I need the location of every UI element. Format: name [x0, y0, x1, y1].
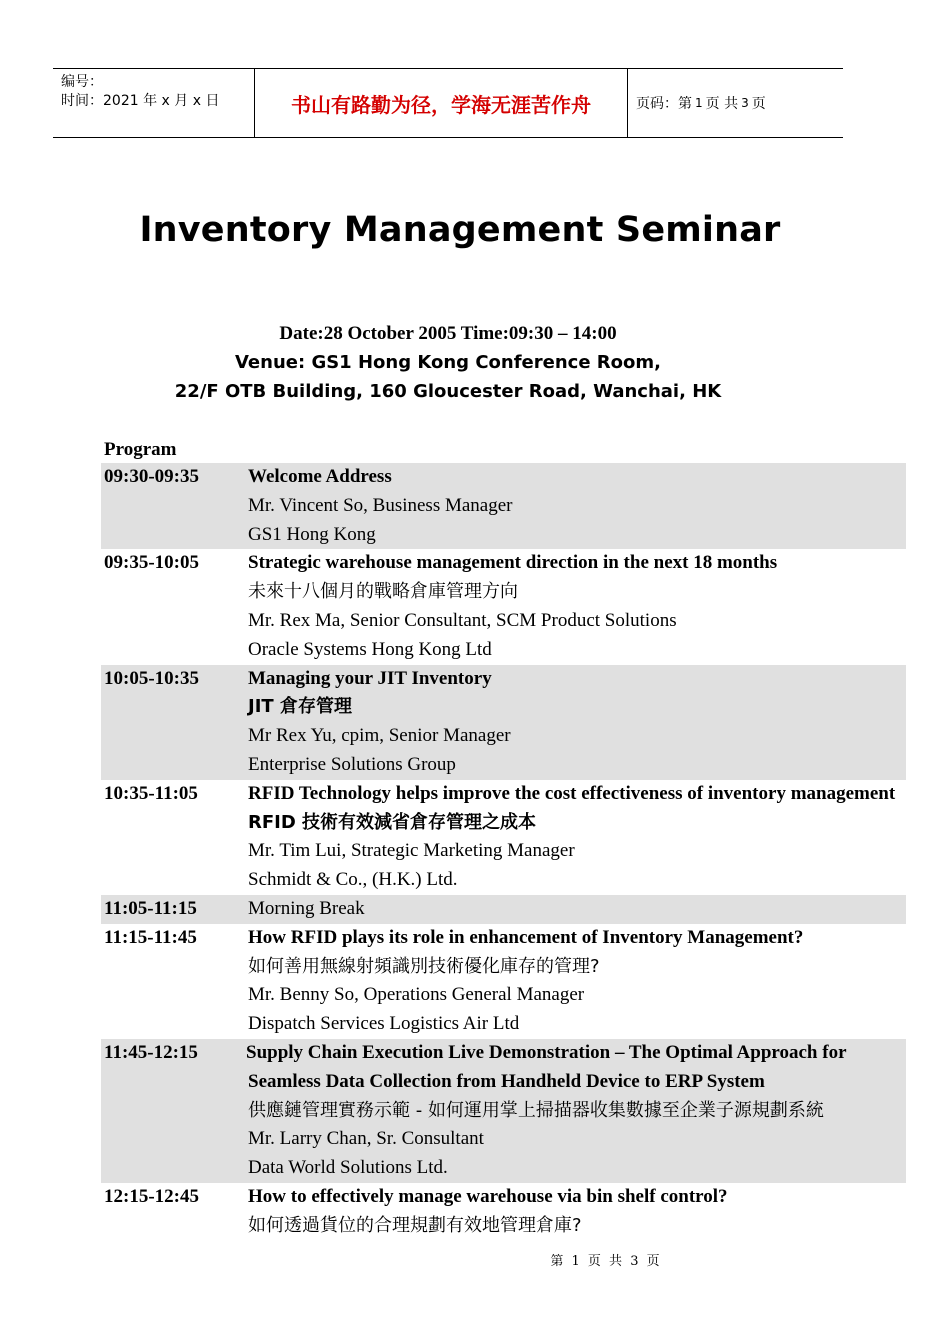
session-title: Welcome Address	[248, 466, 392, 487]
session-speaker: Mr. Vincent So, Business Manager	[248, 494, 513, 516]
session-details	[248, 665, 906, 780]
header-meta	[53, 69, 254, 137]
header-motto: 书山有路勤为径，学海无涯苦作舟	[254, 69, 628, 137]
program-label: Program	[104, 439, 177, 460]
session-speaker: Mr. Rex Ma, Senior Consultant, SCM Product Solutions	[248, 609, 677, 631]
number-label: 编号：	[61, 74, 103, 90]
session-time: 11:45-12:15	[104, 1041, 198, 1063]
session-details	[248, 463, 906, 549]
program-row	[101, 1039, 906, 1183]
program-row	[101, 1183, 906, 1241]
venue-line-1: Venue: GS1 Hong Kong Conference Room,	[234, 352, 661, 373]
time-label: 时间：2021 年 x 月 x 日	[61, 93, 220, 109]
footer-prefix: 第	[550, 1254, 566, 1269]
session-title-chinese: 供應鏈管理實務示範 - 如何運用掌上掃描器收集數據至企業子源規劃系統	[248, 1099, 824, 1121]
footer-suffix: 页	[646, 1254, 662, 1269]
session-title-continued: Seamless Data Collection from Handheld Device to ERP System	[248, 1070, 765, 1092]
session-speaker: Mr. Tim Lui, Strategic Marketing Manager	[248, 840, 575, 862]
session-details	[248, 1183, 906, 1241]
header-page-number	[628, 69, 843, 137]
session-organization: Oracle Systems Hong Kong Ltd	[248, 638, 492, 660]
session-title-chinese: 如何善用無線射頻識別技術優化庫存的管理?	[248, 955, 600, 977]
session-organization: Enterprise Solutions Group	[248, 753, 456, 775]
session-organization: Data World Solutions Ltd.	[248, 1157, 448, 1179]
session-speaker: Mr. Benny So, Operations General Manager	[248, 984, 585, 1006]
page-total: 3	[741, 96, 749, 110]
program-row	[101, 665, 906, 780]
session-time: 09:35-10:05	[104, 552, 199, 574]
session-title-chinese: 如何透過貨位的合理規劃有效地管理倉庫?	[248, 1214, 582, 1236]
program-row	[101, 780, 906, 895]
session-title: Supply Chain Execution Live Demonstration – The Optimal Approach for	[246, 1041, 847, 1063]
session-time: 11:15-11:45	[104, 926, 197, 948]
session-time: 10:35-11:05	[104, 782, 198, 804]
session-organization: Schmidt & Co., (H.K.) Ltd.	[248, 869, 458, 891]
session-details	[248, 895, 906, 924]
session-title: Managing your JIT Inventory	[248, 667, 492, 689]
session-title-chinese: JIT 倉存管理	[248, 696, 352, 718]
session-title: How to effectively manage warehouse via bin shelf control?	[248, 1185, 728, 1207]
session-details	[248, 924, 906, 1039]
session-time: 09:30-09:35	[104, 466, 199, 487]
session-title: How RFID plays its role in enhancement of Inventory Management?	[248, 926, 804, 948]
program-row	[101, 895, 906, 924]
footer-mid: 页 共	[587, 1254, 625, 1269]
program-table	[101, 463, 906, 1241]
session-organization: GS1 Hong Kong	[248, 523, 376, 545]
session-details	[246, 1039, 906, 1183]
session-details	[248, 549, 906, 664]
session-time: 11:05-11:15	[104, 897, 197, 919]
venue-line-2: 22/F OTB Building, 160 Gloucester Road, Wanchai, HK	[174, 381, 722, 402]
session-speaker: Mr Rex Yu, cpim, Senior Manager	[248, 725, 511, 747]
session-organization: Dispatch Services Logistics Air Ltd	[248, 1013, 520, 1035]
page-current: 1	[695, 96, 703, 110]
header-table	[53, 68, 843, 138]
session-time: 12:15-12:45	[104, 1185, 199, 1207]
program-row	[101, 463, 906, 549]
page-prefix: 页码：第	[636, 96, 692, 112]
page-suffix: 页	[751, 96, 766, 112]
program-row	[101, 924, 906, 1039]
session-title: Strategic warehouse management direction in the next 18 months	[248, 552, 778, 574]
page-mid: 页 共	[705, 96, 739, 112]
session-details	[248, 780, 906, 895]
session-speaker: Mr. Larry Chan, Sr. Consultant	[248, 1128, 484, 1150]
footer-total: 3	[630, 1254, 641, 1269]
session-time: 10:05-10:35	[104, 667, 199, 689]
date-time-line: Date:28 October 2005 Time:09:30 – 14:00	[279, 323, 617, 344]
footer-current: 1	[571, 1254, 582, 1269]
page-footer	[0, 1250, 950, 1269]
page-title: Inventory Management Seminar	[139, 210, 781, 250]
session-title-chinese: 未來十八個月的戰略倉庫管理方向	[248, 581, 518, 603]
session-title-chinese: RFID 技術有效減省倉存管理之成本	[248, 811, 537, 833]
program-row	[101, 549, 906, 664]
session-title: Morning Break	[248, 897, 365, 919]
session-title: RFID Technology helps improve the cost effectiveness of inventory management	[248, 782, 896, 804]
